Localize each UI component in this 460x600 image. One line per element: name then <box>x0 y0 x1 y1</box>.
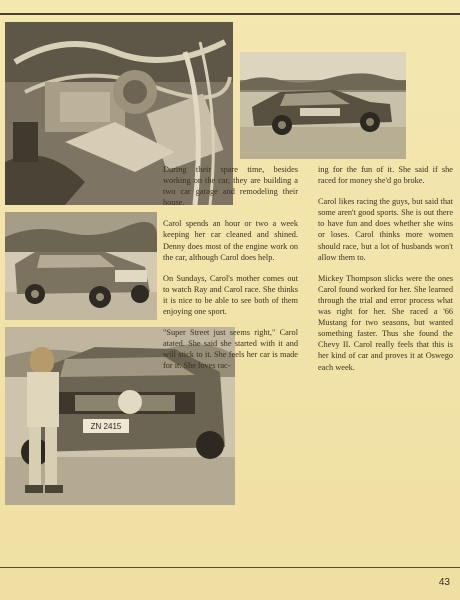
paragraph: ing for the fun of it. She said if she raced for money she'd go broke. <box>318 165 453 186</box>
paragraph: During their spare time, besides working on the car, they are building a two car garage and remodeling their house. <box>163 165 298 208</box>
racecar-side-photo <box>240 52 406 159</box>
bottom-rule <box>0 567 460 568</box>
paragraph: On Sundays, Carol's mother comes out to watch Ray and Carol race. She thinks it is nice to be able to see both of them enjoying one sport. <box>163 273 298 317</box>
paragraph: Mickey Thompson slicks were the ones Carol found worked for her. She learned through the trial and error process what was right for her. She raced a '66 Mustang for two seasons, but wanted something faster. Thus she found the Chevy II. Carol really feels that this is her kind of car and proves it at Oswego each week. <box>318 273 453 372</box>
article-column-1 <box>163 164 298 382</box>
paragraph: Carol spends an hour or two a week keeping her car cleaned and shined. Denny does most of the engine work on the car, although Carol does help. <box>163 219 298 262</box>
racecar-front-photo <box>5 212 157 320</box>
paragraph: Carol likes racing the guys, but said that some aren't good sports. She is out there to have fun and does whether she wins or loses. Carol thinks more women should race, but a lot of husbands won't allow them to. <box>318 197 453 262</box>
article-column-2 <box>318 164 453 383</box>
license-plate-text: ZN 2415 <box>90 422 122 431</box>
paragraph: "Super Street just seems right," Carol atated. She said she started with it and will stick to it. She feels her car is made for it. She loves rac- <box>163 328 298 371</box>
page-number: 43 <box>438 577 450 588</box>
top-rule <box>0 13 460 15</box>
